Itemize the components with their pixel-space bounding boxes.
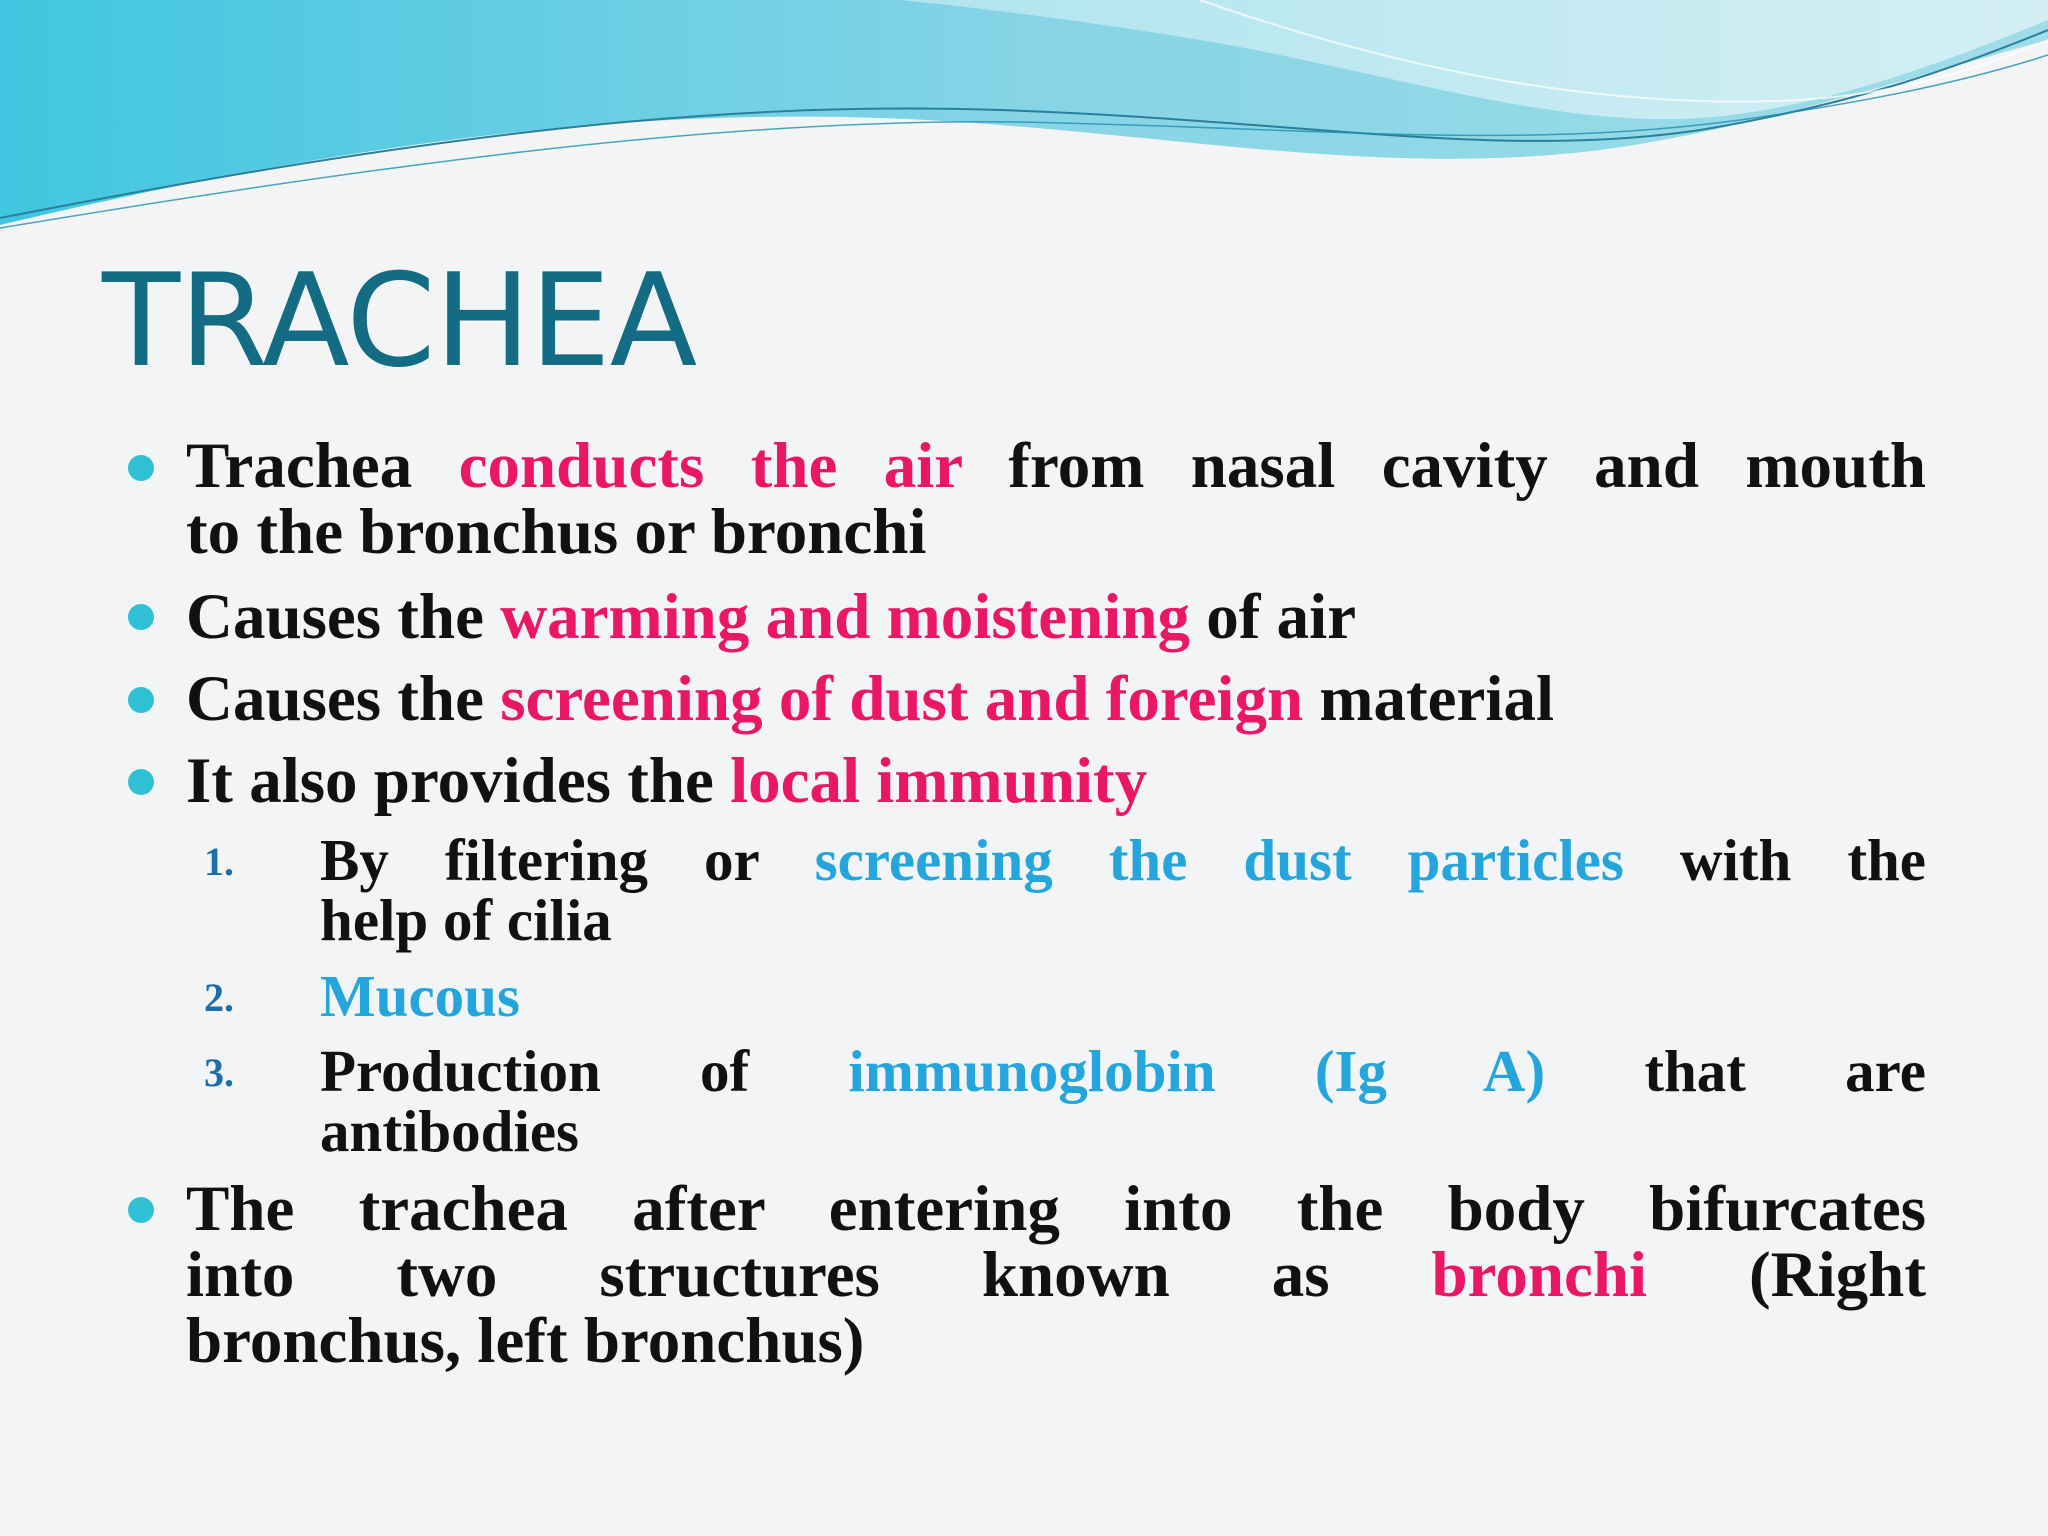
sub-item-number: 3. [204,1050,234,1095]
bullet-marker-icon [128,1197,154,1223]
sub-item-1-line-2: help of cilia [320,887,612,953]
bullet-5-line-1: The trachea after entering into the body bifurcates [186,1173,1926,1245]
sub-item-1 [320,827,1926,953]
bullet-1 [186,430,1926,568]
highlight-text: immunoglobin (Ig A) [848,1038,1546,1104]
highlight-text: Mucous [320,963,520,1029]
highlight-text: screening of dust and foreign [500,663,1304,735]
bullet-1-line-2: to the bronchus or bronchi [186,496,927,568]
slide-title: TRACHEA [102,247,697,396]
sub-item-1-line-1: By filtering or screening the dust particles with the [320,827,1926,893]
highlight-text: local immunity [730,745,1148,817]
bullet-marker-icon [128,687,154,713]
sub-item-3 [320,1038,1926,1164]
bullet-5 [186,1173,1926,1377]
sub-item-number: 1. [204,839,234,884]
highlight-text: bronchi [1431,1239,1648,1311]
bullet-marker-icon [128,455,154,481]
bullet-2: Causes the warming and moistening of air [186,581,1357,653]
sub-item-3-line-1: Production of immunoglobin (Ig A) that are [320,1038,1926,1104]
bullet-5-line-2: into two structures known as bronchi (Right [186,1239,1926,1311]
highlight-text: conducts the air [458,430,962,502]
sub-item-2 [320,963,1926,1029]
bullet-marker-icon [128,604,154,630]
decorative-wave-header [0,0,2048,240]
sub-item-3-line-2: antibodies [320,1098,580,1164]
bullet-marker-icon [128,769,154,795]
bullet-3: Causes the screening of dust and foreign material [186,663,1554,735]
bullet-4: It also provides the local immunity [186,745,1148,817]
highlight-text: warming and moistening [500,581,1190,653]
highlight-text: screening the dust particles [814,827,1624,893]
bullet-5-line-3: bronchus, left bronchus) [186,1305,865,1377]
bullet-1-line-1: Trachea conducts the air from nasal cavity and mouth [186,430,1926,502]
sub-item-number: 2. [204,975,234,1020]
